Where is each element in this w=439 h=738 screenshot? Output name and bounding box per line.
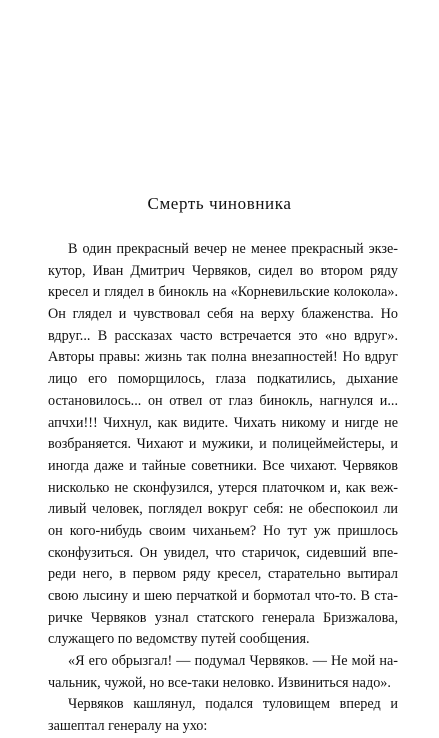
story-title: Смерть чиновника [147,194,292,213]
text-line: Авторы правы: жизнь так полна внезапностей! Но вдруг [48,349,398,366]
text-line: апчхи!!! Чихнул, как видите. Чихать никому и нигде не [48,414,398,431]
text-line: реди него, в первом ряду кресел, старательно вытирал [48,566,398,583]
text-line: зашептал генералу на ухо: [48,718,208,735]
text-line: возбраняется. Чихают и мужики, и полицеймейстеры, и [48,436,398,453]
text-line: ричке Червяков узнал статского генерала Бризжалова, [48,609,398,626]
text-line: чальник, чужой, но все-таки неловко. Извиниться надо». [48,674,391,691]
text-line: Он глядел и чувствовал себя на верху блаженства. Но [48,306,398,323]
text-line: Червяков кашлянул, подался туловищем вперед и [68,696,398,713]
text-line: иногда даже и тайные советники. Все чихают. Червяков [48,457,398,474]
text-line: ливый человек, поглядел вокруг себя: не обеспокоил ли [48,501,398,518]
text-line: служащего по ведомству путей сообщения. [48,631,310,648]
text-line: кутор, Иван Дмитрич Червяков, сидел во втором ряду [48,262,398,279]
text-line: остановилось... он отвел от глаз бинокль, нагнулся и... [48,392,398,409]
text-line: свою лысину и шею перчаткой и бормотал что-то. В ста- [48,588,398,604]
text-line: вдруг... В рассказах часто встречается это «но вдруг». [48,327,398,344]
text-line: сконфузиться. Он увидел, что старичок, сидевший впе- [48,544,398,561]
text-line: нисколько не сконфузился, утерся платочком и, как веж- [48,479,398,496]
text-line: «Я его обрызгал! — подумал Червяков. — Не мой на- [68,653,398,670]
story-text [48,239,398,738]
text-line: кресел и глядел в бинокль на «Корневильские колокола». [48,284,398,301]
text-line: лицо его поморщилось, глаза подкатились, дыхание [48,371,398,388]
text-line: В один прекрасный вечер не менее прекрасный экзе- [68,241,398,257]
text-line: он кого-нибудь своим чиханьем? Но тут уж пришлось [48,522,398,539]
